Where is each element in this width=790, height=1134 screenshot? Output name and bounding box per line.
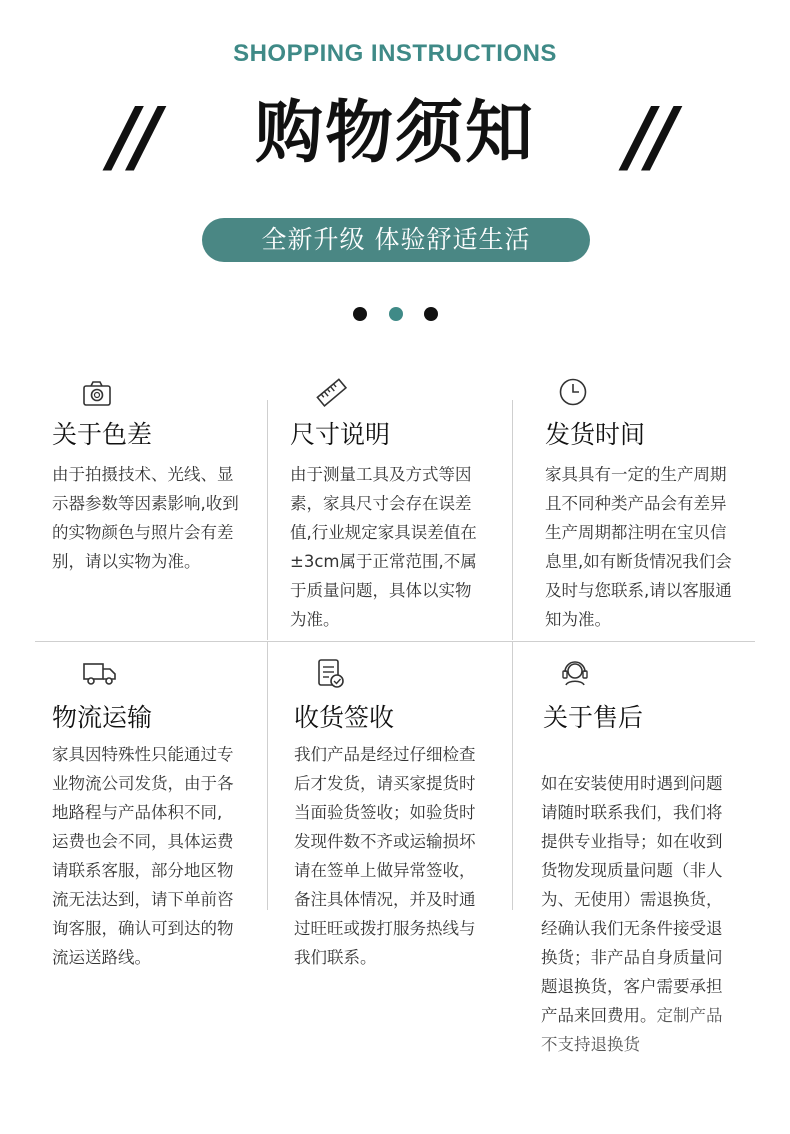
clock-icon: [558, 377, 590, 409]
grid-divider-v2-top: [512, 400, 513, 640]
cell-title: 关于售后: [543, 703, 644, 732]
custom-product-note: 定制产品 不支持退换货: [541, 1006, 723, 1054]
cell-body: 由于测量工具及方式等因 素，家具尺寸会存在误差 值,行业规定家具误差值在 ±3cm属于正常范围,不属 于质量问题，具体以实物 为准。: [290, 465, 477, 629]
cell-body: 由于拍摄技术、光线、显 示器参数等因素影响,收到 的实物颜色与照片会有差 别，请以实物为准。: [52, 465, 239, 571]
grid-divider-v1-top: [267, 400, 268, 640]
grid-divider-h: [35, 641, 755, 642]
customer-service-icon: [560, 657, 592, 689]
cell-body: 家具具有一定的生产周期 且不同种类产品会有差异 生产周期都注明在宝贝信 息里,如有断货情况我们会 及时与您联系,请以客服通 知为准。: [545, 465, 732, 629]
cell-body: 我们产品是经过仔细检查 后才发货，请买家提货时 当面验货签收；如验货时 发现件数不齐或运输损坏 请在签单上做异常签收， 备注具体情况，并及时通 过旺旺或拨打服务热线与 我们联系。: [294, 745, 476, 967]
receipt-check-icon: [316, 658, 348, 690]
cell-title: 发货时间: [545, 420, 646, 449]
carousel-dot-3[interactable]: [424, 307, 438, 321]
carousel-dot-1[interactable]: [353, 307, 367, 321]
slash-decoration-left: //: [110, 92, 155, 182]
after-sales-text: 如在安装使用时遇到问题 请随时联系我们，我们将 提供专业指导；如在收到 货物发现质量问题（非人 为、无使用）需退换货， 经确认我们无条件接受退 换货；非产品自身质量问 题退换货，客户需要承担 产品来回费用。: [541, 774, 723, 1025]
cell-title: 物流运输: [52, 703, 153, 732]
cell-title: 尺寸说明: [290, 420, 391, 449]
ruler-icon: [315, 376, 347, 408]
truck-icon: [82, 660, 114, 692]
grid-divider-v1-bottom: [267, 642, 268, 910]
slash-decoration-right: //: [626, 92, 671, 182]
subtitle-en: SHOPPING INSTRUCTIONS: [233, 40, 557, 67]
cell-body: 家具因特殊性只能通过专 业物流公司发货，由于各 地路程与产品体积不同, 运费也会不同，具体运费 请联系客服，部分地区物 流无法达到，请下单前咨 询客服，确认可到达的物 流运送路线。: [52, 745, 234, 967]
cell-body: [541, 740, 761, 1059]
tagline-pill: 全新升级 体验舒适生活: [202, 218, 590, 262]
cell-title: 关于色差: [52, 420, 153, 449]
page-title: 购物须知: [254, 94, 535, 173]
cell-title: 收货签收: [294, 703, 395, 732]
camera-icon: [82, 380, 114, 412]
carousel-dot-2-active[interactable]: [389, 307, 403, 321]
grid-divider-v2-bottom: [512, 642, 513, 910]
